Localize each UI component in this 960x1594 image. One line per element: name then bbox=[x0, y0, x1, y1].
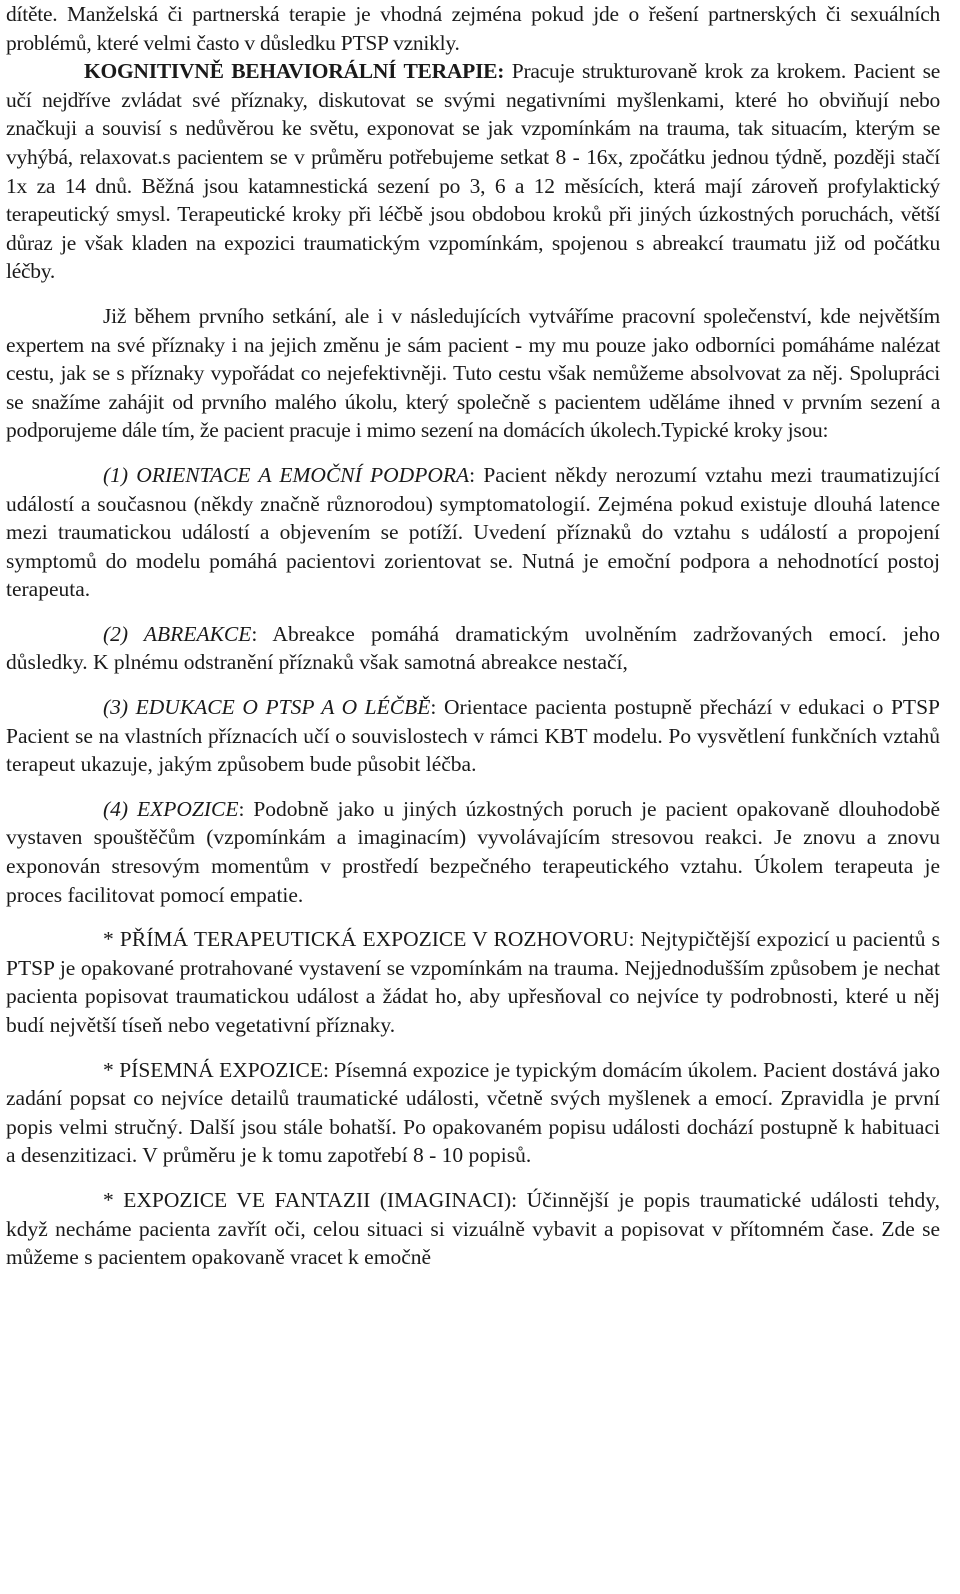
step-text: : Pacient někdy nerozumí vztahu mezi traumatizující událostí a současnou (někdy značně různorodou) symptomatologií. Zejména pokud existuje dlouhá latence mezi traumatickou událostí a objevením se potíží. Uvedení příznaků do vztahu s událostí a propojení symptomů do modelu pomáhá pacientovi zorientovat se. Nutná je emoční podpora a nehodnotící postoj terapeuta. bbox=[6, 462, 940, 602]
document-page bbox=[6, 0, 940, 1272]
step-orientation bbox=[6, 461, 940, 604]
step-title: (4) EXPOZICE bbox=[103, 796, 239, 821]
paragraph-marital-therapy: dítěte. Manželská či partnerská terapie je vhodná zejména pokud jde o řešení partnerských či sexuálních problémů, které velmi často v důsledku PTSP vznikly. bbox=[6, 2, 940, 55]
step-exposure bbox=[6, 795, 940, 909]
step-education bbox=[6, 693, 940, 779]
bullet-imaginal-exposure: * EXPOZICE VE FANTAZII (IMAGINACI): Účinnější je popis traumatické události tehdy, když necháme pacienta zavřít oči, celou situaci si vizuálně vybavit a popisovat v přítomném čase. Zde se můžeme s pacientem opakovaně vracet k emočně bbox=[6, 1187, 940, 1270]
step-text: : Orientace pacienta postupně přechází v edukaci o PTSP Pacient se na vlastních příznacích učí o souvislostech v rámci KBT modelu. Po vysvětlení funkčních vztahů terapeut ukazuje, jakým způsobem bude působit léčba. bbox=[6, 695, 940, 777]
cbt-text: Pracuje strukturovaně krok za krokem. Pacient se učí nejdříve zvládat své příznaky, diskutovat se svými negativními myšlenkami, které ho obviňují nebo značkuji a souvisí s nedůvěrou ke světu, exponovat se jak vzpomínkám na trauma, tak situacím, kterým se vyhýbá, relaxovat.s pacientem se v průměru potřebujeme setkat 8 - 16x, zpočátku jednou týdně, později stačí 1x za 14 dnů. Běžná jsou katamnestická sezení po 3, 6 a 12 měsících, která mají zároveň profylaktický terapeutický smysl. Terapeutické kroky při léčbě jsou obdobou kroků při jiných úzkostných poruchách, větší důraz je však kladen na expozici traumatickým vzpomínkám, spojenou s abreakcí traumatu již od počátku léčby. bbox=[6, 59, 940, 284]
cbt-heading: KOGNITIVNĚ BEHAVIORÁLNÍ TERAPIE: bbox=[84, 59, 505, 84]
step-title: (3) EDUKACE O PTSP A O LÉČBĚ bbox=[103, 695, 431, 720]
step-title: (2) ABREAKCE bbox=[103, 621, 252, 646]
paragraph-first-session: Již během prvního setkání, ale i v následujících vytváříme pracovní společenství, kde největším expertem na své příznaky i na jejich změnu je sám pacient - my mu pouze jako odborníci pomáháme nalézat cestu, jak se s příznaky vypořádat co nejefektivněji. Tuto cestu však nemůžeme absolvovat za něj. Spolupráci se snažíme zahájit od prvního malého úkolu, který společně s pacientem uděláme ihned v prvním sezení a podporujeme dále tím, že pacient pracuje i mimo sezení na domácích úkolech.Typické kroky jsou: bbox=[6, 303, 940, 443]
step-text: : Abreakce pomáhá dramatickým uvolněním zadržovaných emocí. jeho důsledky. K plnému odstranění příznaků však samotná abreakce nestačí, bbox=[6, 621, 940, 675]
step-text: : Podobně jako u jiných úzkostných poruch je pacient opakovaně dlouhodobě vystaven spouštěčům (vzpomínkám a imaginacím) vyvolávajícím stresovou reakci. Je znovu a znovu exponován stresovým momentům v prostředí bezpečného terapeutického vztahu. Úkolem terapeuta je proces facilitovat pomocí empatie. bbox=[6, 796, 940, 907]
bullet-written-exposure: * PÍSEMNÁ EXPOZICE: Písemná expozice je typickým domácím úkolem. Pacient dostává jako zadání popsat co nejvíce detailů traumatické události, včetně svých myšlenek a emocí. Zpravidla je první popis velmi stručný. Další jsou stále bohatší. Po opakovaném popisu události dochází postupně k habituaci a desenzitizaci. V průměru je k tomu zapotřebí 8 - 10 popisů. bbox=[6, 1057, 940, 1168]
bullet-direct-exposure: * PŘÍMÁ TERAPEUTICKÁ EXPOZICE V ROZHOVORU: Nejtypičtější expozicí u pacientů s PTSP je opakované protrahované vystavení se vzpomínkám na trauma. Nejjednodušším způsobem je nechat pacienta popisovat traumatickou událost a žádat ho, aby upřesňoval co nejvíce ty podrobnosti, které u něj budí největší tíseň nebo vegetativní příznaky. bbox=[6, 927, 940, 1037]
step-title: (1) ORIENTACE A EMOČNÍ PODPORA bbox=[103, 462, 470, 487]
step-abreaction bbox=[6, 620, 940, 677]
paragraph-cbt bbox=[6, 57, 940, 286]
